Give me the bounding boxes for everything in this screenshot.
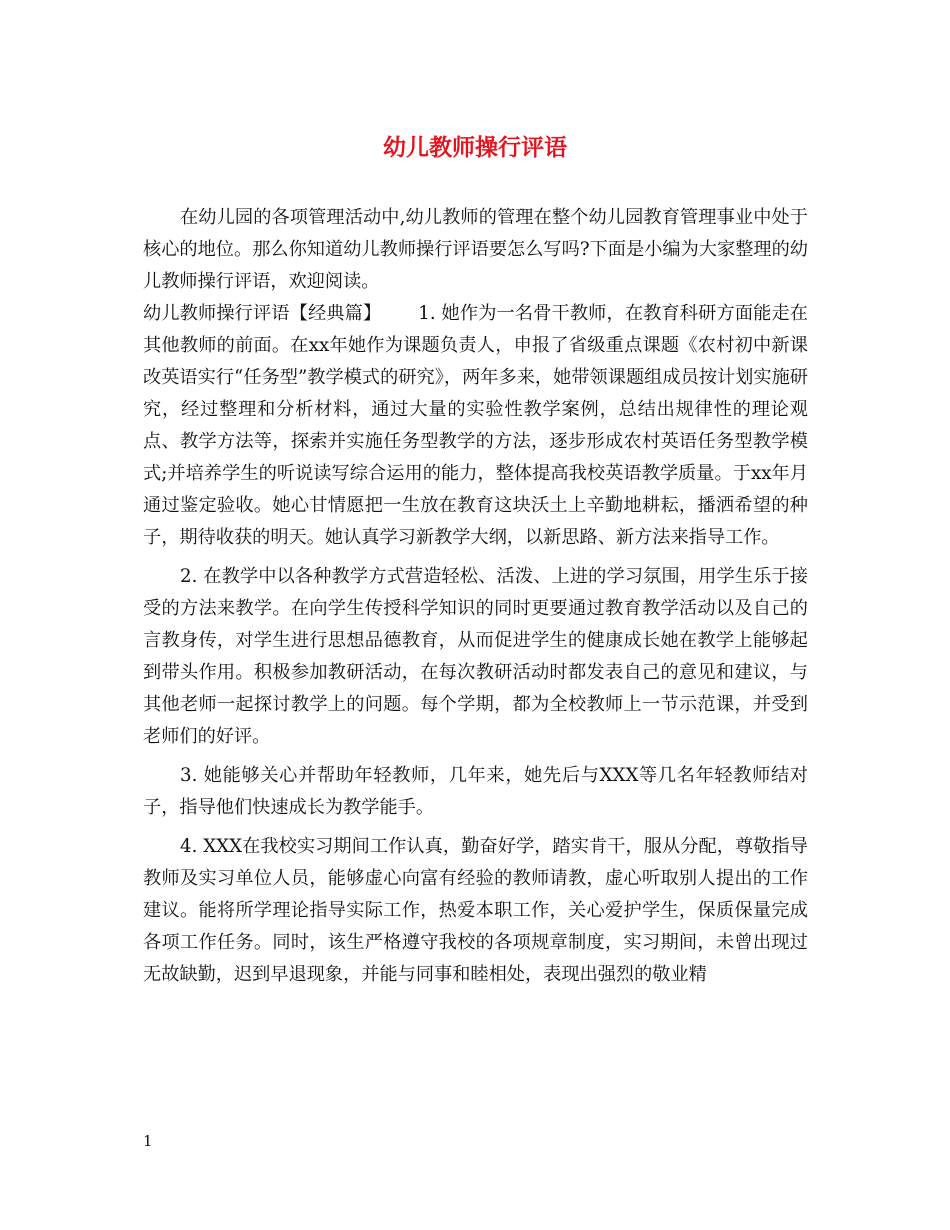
paragraph-3: 3. 她能够关心并帮助年轻教师，几年来，她先后与XXX等几名年轻教师结对子，指导他们快速成长为教学能手。 — [143, 765, 808, 818]
paragraph-4: 4. XXX在我校实习期间工作认真，勤奋好学，踏实肯干，服从分配，尊敬指导教师及实习单位人员，能够虚心向富有经验的教师请教，虚心听取别人提出的工作建议。能将所学理论指导实际工作，热爱本职工作，关心爱护学生，保质保量完成各项工作任务。同时，该生严格遵守我校的各项规章制度，实习期间，未曾出现过无故缺勤，迟到早退现象，并能与同事和睦相处，表现出强烈的敬业精 — [143, 836, 808, 985]
section-heading: 幼儿教师操行评语【经典篇】 — [143, 303, 382, 324]
intro-paragraph: 在幼儿园的各项管理活动中,幼儿教师的管理在整个幼儿园教育管理事业中处于核心的地位。那么你知道幼儿教师操行评语要怎么写吗?下面是小编为大家整理的幼儿教师操行评语，欢迎阅读。 — [143, 207, 808, 292]
document-title: 幼儿教师操行评语 — [383, 134, 567, 161]
paragraph-2: 2. 在教学中以各种教学方式营造轻松、活泼、上进的学习氛围，用学生乐于接受的方法来教学。在向学生传授科学知识的同时更要通过教育教学活动以及自己的言教身传，对学生进行思想品德教育，从而促进学生的健康成长她在教学上能够起到带头作用。积极参加教研活动，在每次教研活动时都发表自己的意见和建议，与其他老师一起探讨教学上的问题。每个学期，都为全校教师上一节示范课，并受到老师们的好评。 — [143, 566, 808, 747]
document-body — [143, 202, 808, 991]
page-number: 1 — [143, 1132, 153, 1150]
section-paragraph-1 — [143, 298, 808, 554]
paragraph-1-text: 1. 她作为一名骨干教师，在教育科研方面能走在其他教师的前面。在xx年她作为课题负责人，申报了省级重点课题《农村初中新课改英语实行“任务型”教学模式的研究》，两年多来，她带领课题组成员按计划实施研究，经过整理和分析材料，通过大量的实验性教学案例，总结出规律性的理论观点、教学方法等，探索并实施任务型教学的方法，逐步形成农村英语任务型教学模式;并培养学生的听说读写综合运用的能力，整体提高我校英语教学质量。于xx年月通过鉴定验收。她心甘情愿把一生放在教育这块沃土上辛勤地耕耘，播洒希望的种子，期待收获的明天。她认真学习新教学大纲，以新思路、新方法来指导工作。 — [143, 303, 808, 548]
